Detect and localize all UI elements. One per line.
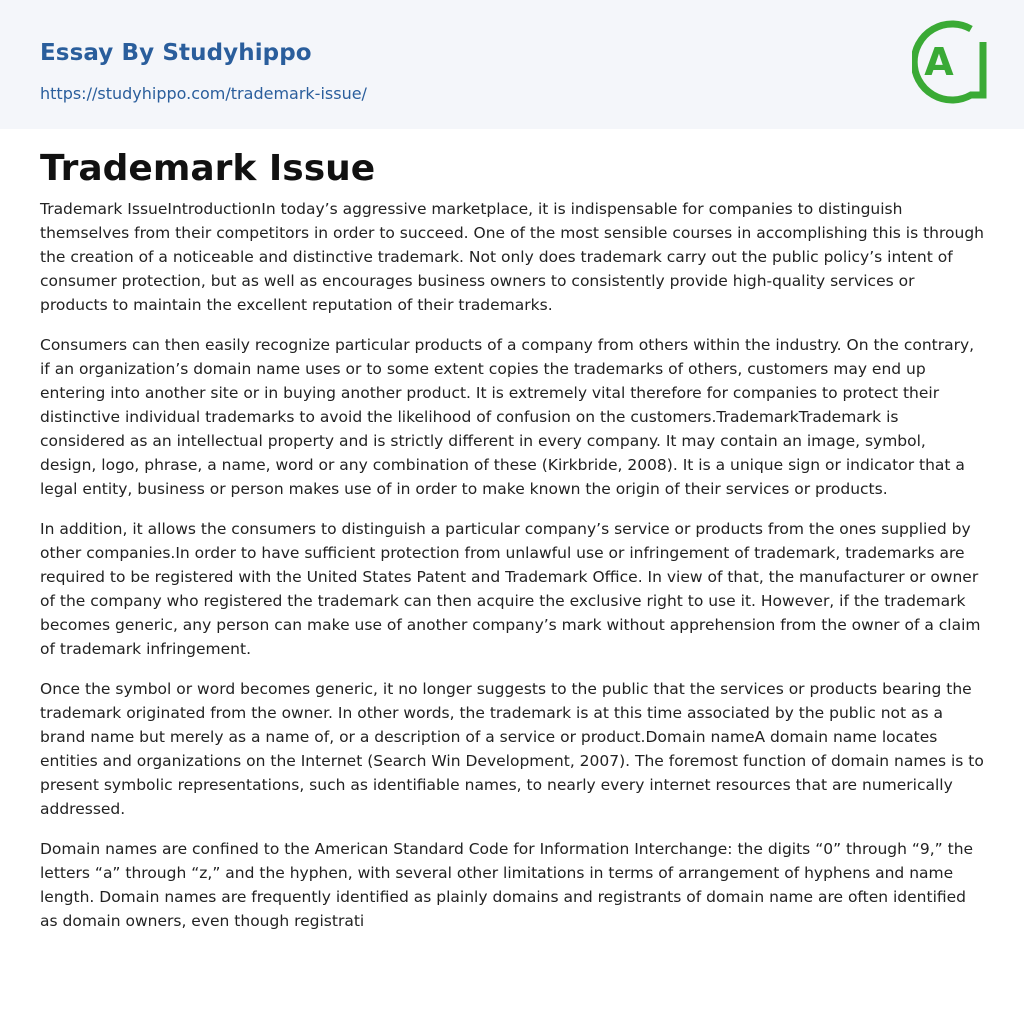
studyhippo-logo-icon[interactable] <box>912 18 988 106</box>
essay-title: Trademark Issue <box>40 148 376 189</box>
site-header <box>0 0 1024 129</box>
essay-body <box>40 197 984 933</box>
essay-paragraph: Once the symbol or word becomes generic, it no longer suggests to the public that the services or products bearing the trademark originated from the owner. In other words, the trademark is at this time associated by the public not as a brand name but merely as a name of, or a description of a service or product.Domain nameA domain name locates entities and organizations on the Internet (Search Win Development, 2007). The foremost function of domain names is to present symbolic representations, such as identifiable names, to nearly every internet resources that are numerically addressed. <box>40 680 984 818</box>
essay-paragraph: Trademark IssueIntroductionIn today’s aggressive marketplace, it is indispensable for companies to distinguish themselves from their competitors in order to succeed. One of the most sensible courses in accomplishing this is through the creation of a noticeable and distinctive trademark. Not only does trademark carry out the public policy’s intent of consumer protection, but as well as encourages business owners to consistently provide high-quality services or products to maintain the excellent reputation of their trademarks. <box>40 200 984 314</box>
essay-content <box>0 129 1024 933</box>
essay-paragraph: Domain names are confined to the American Standard Code for Information Interchange: the digits “0” through “9,” the letters “a” through “z,” and the hyphen, with several other limitations in terms of arrangement of hyphens and name length. Domain names are frequently identified as plainly domains and registrants of domain name are often identified as domain owners, even though registrati <box>40 840 974 930</box>
site-brand[interactable]: Essay By Studyhippo <box>40 40 312 66</box>
page-url-link[interactable]: https://studyhippo.com/trademark-issue/ <box>40 84 367 103</box>
essay-paragraph: In addition, it allows the consumers to distinguish a particular company’s service or products from the ones supplied by other companies.In order to have sufficient protection from unlawful use or infringement of trademark, trademarks are required to be registered with the United States Patent and Trademark Office. In view of that, the manufacturer or owner of the company who registered the trademark can then acquire the exclusive right to use it. However, if the trademark becomes generic, any person can make use of another company’s mark without apprehension from the owner of a claim of trademark infringement. <box>40 520 981 658</box>
essay-paragraph: Consumers can then easily recognize particular products of a company from others within the industry. On the contrary, if an organization’s domain name uses or to some extent copies the trademarks of others, customers may end up entering into another site or in buying another product. It is extremely vital therefore for companies to protect their distinctive individual trademarks to avoid the likelihood of confusion on the customers.TrademarkTrademark is considered as an intellectual property and is strictly different in every company. It may contain an image, symbol, design, logo, phrase, a name, word or any combination of these (Kirkbride, 2008). It is a unique sign or indicator that a legal entity, business or person makes use of in order to make known the origin of their services or products. <box>40 336 975 498</box>
logo-letter: A <box>924 40 954 84</box>
